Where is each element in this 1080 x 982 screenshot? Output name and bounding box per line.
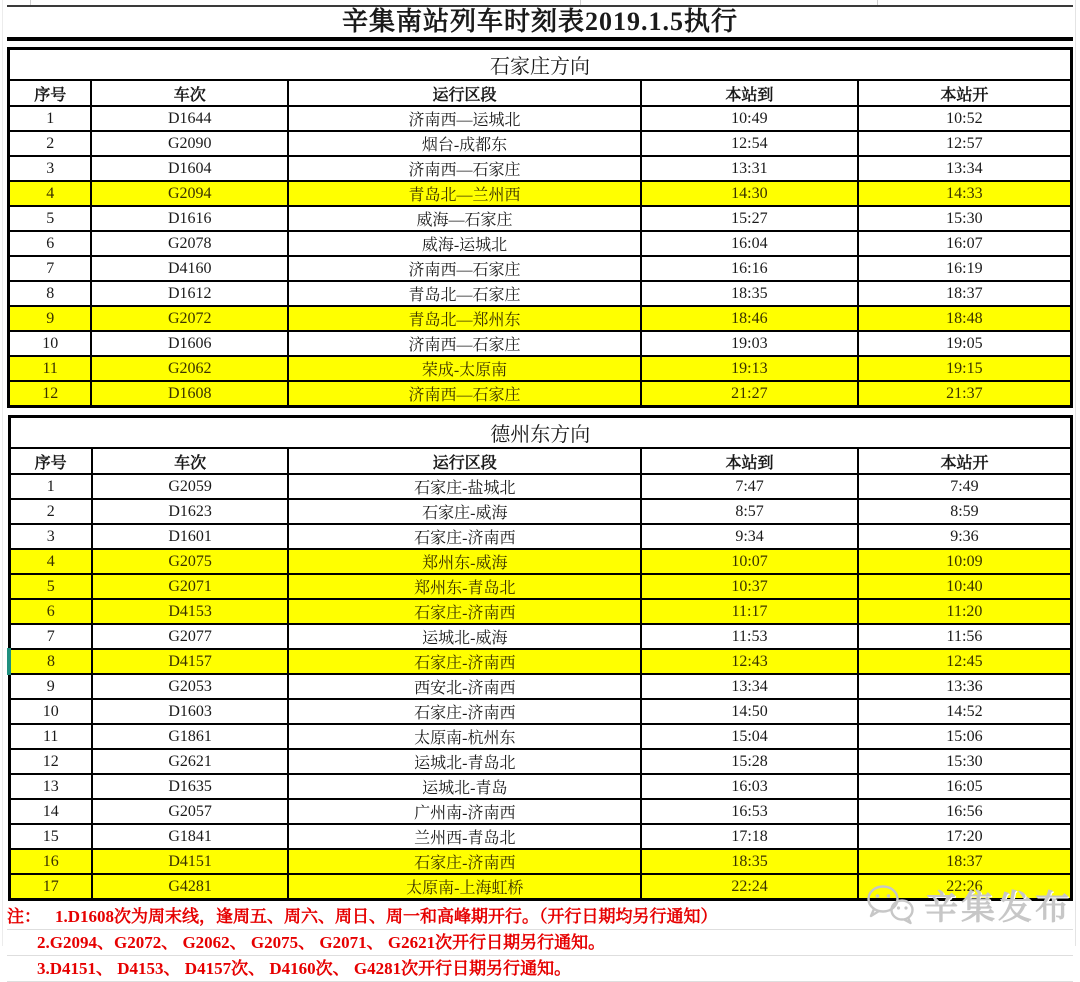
table-row xyxy=(9,281,1072,306)
cell-train: G2062 xyxy=(91,356,288,381)
table-row xyxy=(9,549,1072,574)
note-text: 3.D4151、 D4153、 D4157次、 D4160次、 G4281次开行日期另行通知。 xyxy=(37,959,572,978)
table-row xyxy=(9,649,1072,674)
cell-route: 石家庄-济南西 xyxy=(288,849,641,874)
cell-train: D1606 xyxy=(91,331,288,356)
timetable-sheet xyxy=(7,5,1073,982)
cell-no: 12 xyxy=(9,381,92,407)
cell-no: 7 xyxy=(9,624,92,649)
cell-departure: 11:56 xyxy=(858,624,1072,649)
cell-route: 烟台-成都东 xyxy=(288,131,641,156)
cell-route: 青岛北—郑州东 xyxy=(288,306,641,331)
table-row xyxy=(9,231,1072,256)
section-header-row xyxy=(9,417,1072,449)
table-row xyxy=(9,799,1072,824)
cell-departure: 16:19 xyxy=(858,256,1072,281)
cell-departure: 10:40 xyxy=(858,574,1072,599)
gridline-right xyxy=(1075,0,1076,946)
table-row xyxy=(9,206,1072,231)
cell-no: 11 xyxy=(9,724,92,749)
cell-departure: 19:15 xyxy=(858,356,1072,381)
cell-train: D1601 xyxy=(92,524,289,549)
cell-arrival: 22:24 xyxy=(641,874,858,900)
cell-no: 10 xyxy=(9,331,92,356)
page-title: 辛集南站列车时刻表2019.1.5执行 xyxy=(7,5,1073,41)
table-row xyxy=(9,774,1072,799)
cell-arrival: 12:43 xyxy=(641,649,858,674)
cell-route: 济南西—石家庄 xyxy=(288,331,641,356)
footnotes xyxy=(7,904,1073,982)
table-row xyxy=(9,874,1072,900)
cell-arrival: 11:17 xyxy=(641,599,858,624)
note-text: 1.D1608次为周末线，逢周五、周六、周日、周一和高峰期开行。（开行日期均另行通知） xyxy=(55,907,718,926)
cell-route: 济南西—石家庄 xyxy=(288,156,641,181)
cell-departure: 15:30 xyxy=(858,206,1072,231)
cell-route: 西安北-济南西 xyxy=(288,674,641,699)
table-row xyxy=(9,724,1072,749)
table-row xyxy=(9,106,1072,131)
cell-train: G2077 xyxy=(92,624,289,649)
cell-route: 太原南-上海虹桥 xyxy=(288,874,641,900)
note-label: 注： xyxy=(7,907,41,926)
cell-train: D4153 xyxy=(92,599,289,624)
cell-departure: 14:33 xyxy=(858,181,1072,206)
section-direction: 德州东方向 xyxy=(9,417,1072,449)
cell-departure: 11:20 xyxy=(858,599,1072,624)
cell-no: 7 xyxy=(9,256,92,281)
cell-train: D1608 xyxy=(91,381,288,407)
table-row xyxy=(9,331,1072,356)
cell-route: 运城北-青岛北 xyxy=(288,749,641,774)
cell-route: 石家庄-济南西 xyxy=(288,524,641,549)
table-row xyxy=(9,356,1072,381)
table-row xyxy=(9,181,1072,206)
cell-departure: 21:37 xyxy=(858,381,1072,407)
cell-arrival: 10:37 xyxy=(641,574,858,599)
cell-route: 运城北-青岛 xyxy=(288,774,641,799)
section-direction: 石家庄方向 xyxy=(9,49,1072,81)
table-row xyxy=(9,256,1072,281)
cell-route: 石家庄-济南西 xyxy=(288,649,641,674)
cell-arrival: 12:54 xyxy=(641,131,858,156)
cell-route: 济南西—运城北 xyxy=(288,106,641,131)
cell-no: 2 xyxy=(9,131,92,156)
table-row xyxy=(9,381,1072,407)
cell-departure: 9:36 xyxy=(858,524,1072,549)
cell-no: 8 xyxy=(9,281,92,306)
cell-departure: 18:48 xyxy=(858,306,1072,331)
cell-departure: 10:52 xyxy=(858,106,1072,131)
col-header-arrival: 本站到 xyxy=(641,448,858,474)
table-row xyxy=(9,474,1072,499)
cell-route: 石家庄-济南西 xyxy=(288,699,641,724)
cell-no: 6 xyxy=(9,231,92,256)
column-header-row xyxy=(9,448,1072,474)
cell-route: 兰州西-青岛北 xyxy=(288,824,641,849)
cell-route: 运城北-威海 xyxy=(288,624,641,649)
cell-train: G2075 xyxy=(92,549,289,574)
cell-train: G2059 xyxy=(92,474,289,499)
cell-train: G2053 xyxy=(92,674,289,699)
cell-departure: 12:57 xyxy=(858,131,1072,156)
cell-departure: 10:09 xyxy=(858,549,1072,574)
note-text: 2.G2094、G2072、 G2062、 G2075、 G2071、 G2621次开行日期另行通知。 xyxy=(37,933,606,952)
cell-departure: 13:36 xyxy=(858,674,1072,699)
cell-no: 5 xyxy=(9,206,92,231)
cell-arrival: 18:35 xyxy=(641,849,858,874)
cell-departure: 19:05 xyxy=(858,331,1072,356)
cell-train: D1635 xyxy=(92,774,289,799)
cell-arrival: 13:31 xyxy=(641,156,858,181)
cell-train: D4157 xyxy=(92,649,289,674)
cell-no: 16 xyxy=(9,849,92,874)
table-row xyxy=(9,699,1072,724)
cell-arrival: 16:03 xyxy=(641,774,858,799)
cell-route: 青岛北—兰州西 xyxy=(288,181,641,206)
cell-no: 17 xyxy=(9,874,92,900)
cell-arrival: 10:07 xyxy=(641,549,858,574)
cell-arrival: 16:04 xyxy=(641,231,858,256)
cell-route: 石家庄-盐城北 xyxy=(288,474,641,499)
cell-arrival: 15:27 xyxy=(641,206,858,231)
cell-no: 14 xyxy=(9,799,92,824)
cell-train: G1841 xyxy=(92,824,289,849)
cell-arrival: 10:49 xyxy=(641,106,858,131)
cell-arrival: 11:53 xyxy=(641,624,858,649)
note-line-2 xyxy=(7,930,1073,956)
cell-route: 郑州东-青岛北 xyxy=(288,574,641,599)
cell-route: 太原南-杭州东 xyxy=(288,724,641,749)
cell-arrival: 7:47 xyxy=(641,474,858,499)
cell-arrival: 15:28 xyxy=(641,749,858,774)
table-row xyxy=(9,306,1072,331)
cell-departure: 18:37 xyxy=(858,281,1072,306)
table-row xyxy=(9,131,1072,156)
table-row xyxy=(9,674,1072,699)
cell-route: 荣成-太原南 xyxy=(288,356,641,381)
col-header-train: 车次 xyxy=(92,448,289,474)
cell-departure: 15:06 xyxy=(858,724,1072,749)
table-row xyxy=(9,499,1072,524)
cell-train: G2072 xyxy=(91,306,288,331)
note-line-3 xyxy=(7,956,1073,982)
cell-no: 1 xyxy=(9,474,92,499)
col-header-route: 运行区段 xyxy=(288,448,641,474)
cell-train: D4151 xyxy=(92,849,289,874)
cell-train: G2090 xyxy=(91,131,288,156)
cell-no: 4 xyxy=(9,181,92,206)
cell-arrival: 17:18 xyxy=(641,824,858,849)
cell-arrival: 18:35 xyxy=(641,281,858,306)
cell-arrival: 8:57 xyxy=(641,499,858,524)
gridline-left xyxy=(2,0,3,946)
cell-departure: 8:59 xyxy=(858,499,1072,524)
cell-train: G2078 xyxy=(91,231,288,256)
cell-arrival: 13:34 xyxy=(641,674,858,699)
cell-train: D1644 xyxy=(91,106,288,131)
cell-arrival: 9:34 xyxy=(641,524,858,549)
cell-departure: 12:45 xyxy=(858,649,1072,674)
section-header-row xyxy=(9,49,1072,81)
cell-route: 广州南-济南西 xyxy=(288,799,641,824)
column-header-row xyxy=(9,80,1072,106)
cell-no: 3 xyxy=(9,156,92,181)
table-row xyxy=(9,824,1072,849)
cell-train: G4281 xyxy=(92,874,289,900)
cell-train: D1612 xyxy=(91,281,288,306)
table-row xyxy=(9,599,1072,624)
col-header-route: 运行区段 xyxy=(288,80,641,106)
table-row xyxy=(9,624,1072,649)
cell-arrival: 14:50 xyxy=(641,699,858,724)
table-row xyxy=(9,849,1072,874)
timetable-dezhoudong xyxy=(7,415,1073,901)
cell-train: G2057 xyxy=(92,799,289,824)
cell-train: G2094 xyxy=(91,181,288,206)
cell-train: D1616 xyxy=(91,206,288,231)
cell-no: 4 xyxy=(9,549,92,574)
cell-arrival: 16:16 xyxy=(641,256,858,281)
col-header-arrival: 本站到 xyxy=(641,80,858,106)
cell-route: 石家庄-威海 xyxy=(288,499,641,524)
table-row xyxy=(9,156,1072,181)
col-header-departure: 本站开 xyxy=(858,80,1072,106)
cell-no: 5 xyxy=(9,574,92,599)
cell-no: 13 xyxy=(9,774,92,799)
cell-train: G2621 xyxy=(92,749,289,774)
cell-departure: 16:07 xyxy=(858,231,1072,256)
cell-arrival: 16:53 xyxy=(641,799,858,824)
cell-route: 济南西—石家庄 xyxy=(288,381,641,407)
cell-route: 青岛北—石家庄 xyxy=(288,281,641,306)
cell-train: D1623 xyxy=(92,499,289,524)
cell-no: 10 xyxy=(9,699,92,724)
cell-no: 8 xyxy=(9,649,92,674)
cell-train: D1603 xyxy=(92,699,289,724)
cell-arrival: 21:27 xyxy=(641,381,858,407)
cell-departure: 13:34 xyxy=(858,156,1072,181)
cell-train: G1861 xyxy=(92,724,289,749)
cell-no: 3 xyxy=(9,524,92,549)
cell-arrival: 18:46 xyxy=(641,306,858,331)
col-header-no: 序号 xyxy=(9,80,92,106)
cell-departure: 22:26 xyxy=(858,874,1072,900)
cell-arrival: 14:30 xyxy=(641,181,858,206)
cell-route: 郑州东-威海 xyxy=(288,549,641,574)
table-row xyxy=(9,749,1072,774)
col-header-no: 序号 xyxy=(9,448,92,474)
cell-departure: 18:37 xyxy=(858,849,1072,874)
table-row xyxy=(9,524,1072,549)
cell-arrival: 15:04 xyxy=(641,724,858,749)
cell-departure: 17:20 xyxy=(858,824,1072,849)
cell-departure: 16:56 xyxy=(858,799,1072,824)
cell-route: 威海-运城北 xyxy=(288,231,641,256)
table-row xyxy=(9,574,1072,599)
timetable-shijiazhuang xyxy=(7,47,1073,408)
col-header-train: 车次 xyxy=(91,80,288,106)
cell-train: G2071 xyxy=(92,574,289,599)
cell-no: 9 xyxy=(9,674,92,699)
cell-train: D1604 xyxy=(91,156,288,181)
cell-departure: 14:52 xyxy=(858,699,1072,724)
cell-no: 9 xyxy=(9,306,92,331)
cell-departure: 7:49 xyxy=(858,474,1072,499)
cell-no: 12 xyxy=(9,749,92,774)
cell-no: 1 xyxy=(9,106,92,131)
cell-departure: 16:05 xyxy=(858,774,1072,799)
cell-arrival: 19:03 xyxy=(641,331,858,356)
cell-no: 6 xyxy=(9,599,92,624)
watermark-text: 辛集发布 xyxy=(924,890,1072,927)
cell-train: D4160 xyxy=(91,256,288,281)
note-line-1 xyxy=(7,904,1073,930)
cell-no: 11 xyxy=(9,356,92,381)
col-header-departure: 本站开 xyxy=(858,448,1072,474)
cell-no: 15 xyxy=(9,824,92,849)
cell-no: 2 xyxy=(9,499,92,524)
cell-route: 石家庄-济南西 xyxy=(288,599,641,624)
cell-route: 威海—石家庄 xyxy=(288,206,641,231)
cell-route: 济南西—石家庄 xyxy=(288,256,641,281)
cell-arrival: 19:13 xyxy=(641,356,858,381)
cell-departure: 15:30 xyxy=(858,749,1072,774)
